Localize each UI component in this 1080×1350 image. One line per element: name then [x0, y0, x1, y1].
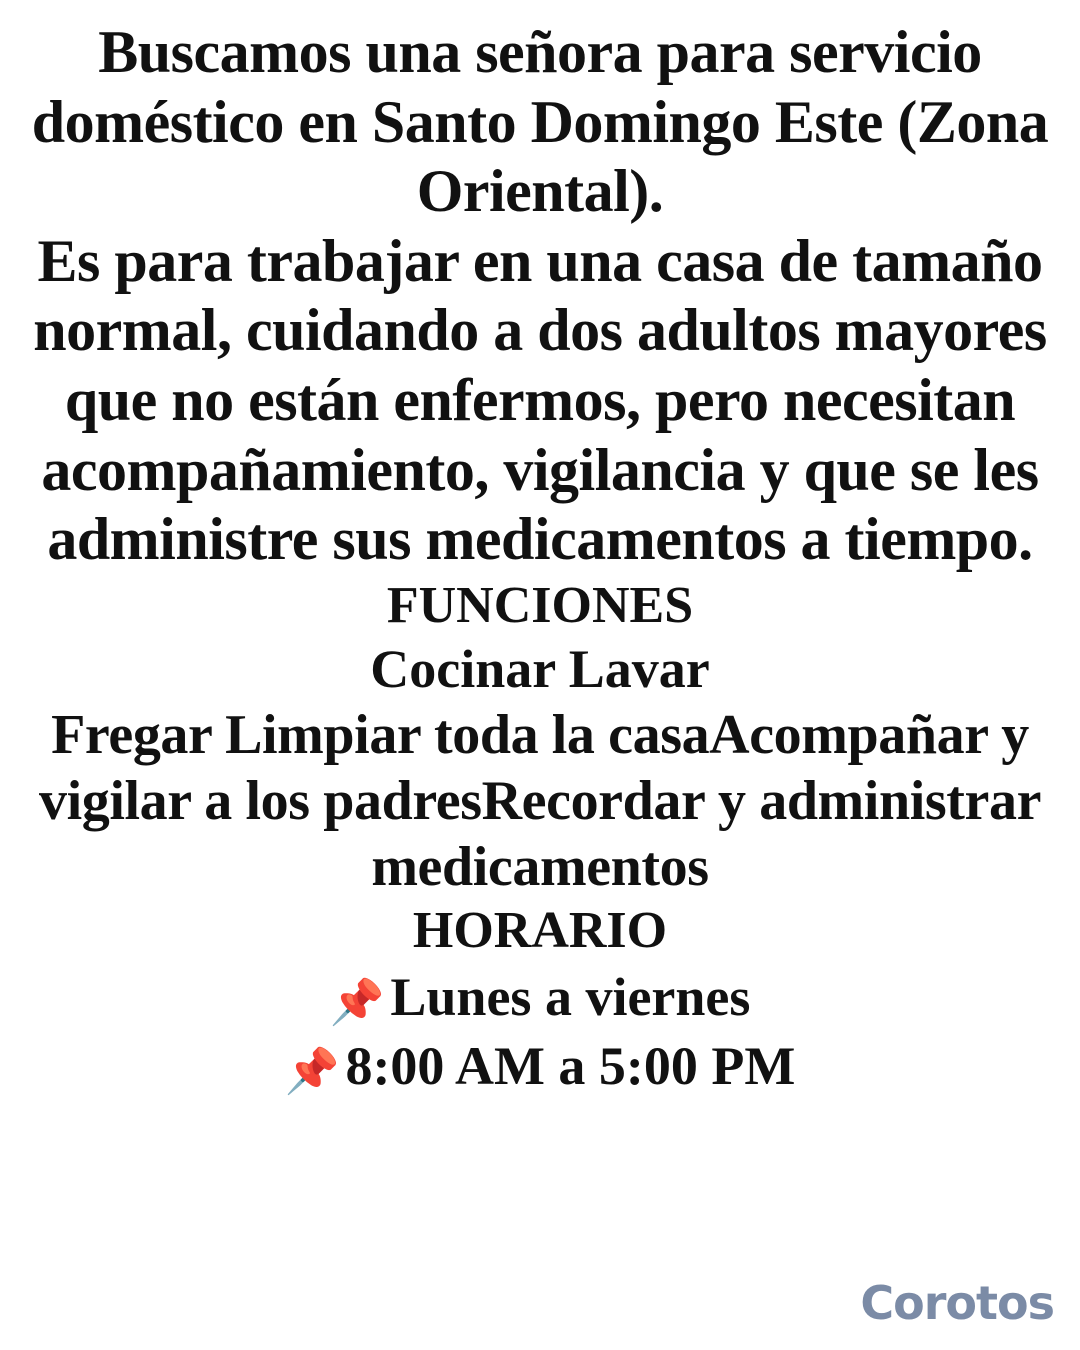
schedule-days-text: Lunes a viernes: [390, 966, 751, 1027]
functions-line-1: Cocinar Lavar: [370, 639, 710, 700]
corotos-watermark: Corotos: [860, 1276, 1054, 1330]
schedule-heading: HORARIO: [412, 902, 668, 960]
ad-detail-paragraph: Es para trabajar en una casa de tamaño normal, cuidando a dos adultos mayores que no están enfermos, pero necesitan acompañamiento, vigilancia y que se les administre sus medicamentos a tiempo.: [33, 227, 1047, 573]
ad-intro-paragraph: Buscamos una señora para servicio doméstico en Santo Domingo Este (Zona Oriental).: [31, 19, 1049, 225]
schedule-days-line: [24, 963, 1056, 1032]
functions-line-2: Fregar Limpiar toda la casaAcompañar y vigilar a los padresRecordar y administrar medicamentos: [38, 703, 1042, 899]
functions-heading: FUNCIONES: [386, 576, 694, 634]
schedule-hours-line: [24, 1032, 1056, 1101]
pushpin-icon: 📌: [329, 977, 385, 1027]
schedule-hours-text: 8:00 AM a 5:00 PM: [345, 1035, 796, 1096]
pushpin-icon: 📌: [284, 1046, 340, 1096]
